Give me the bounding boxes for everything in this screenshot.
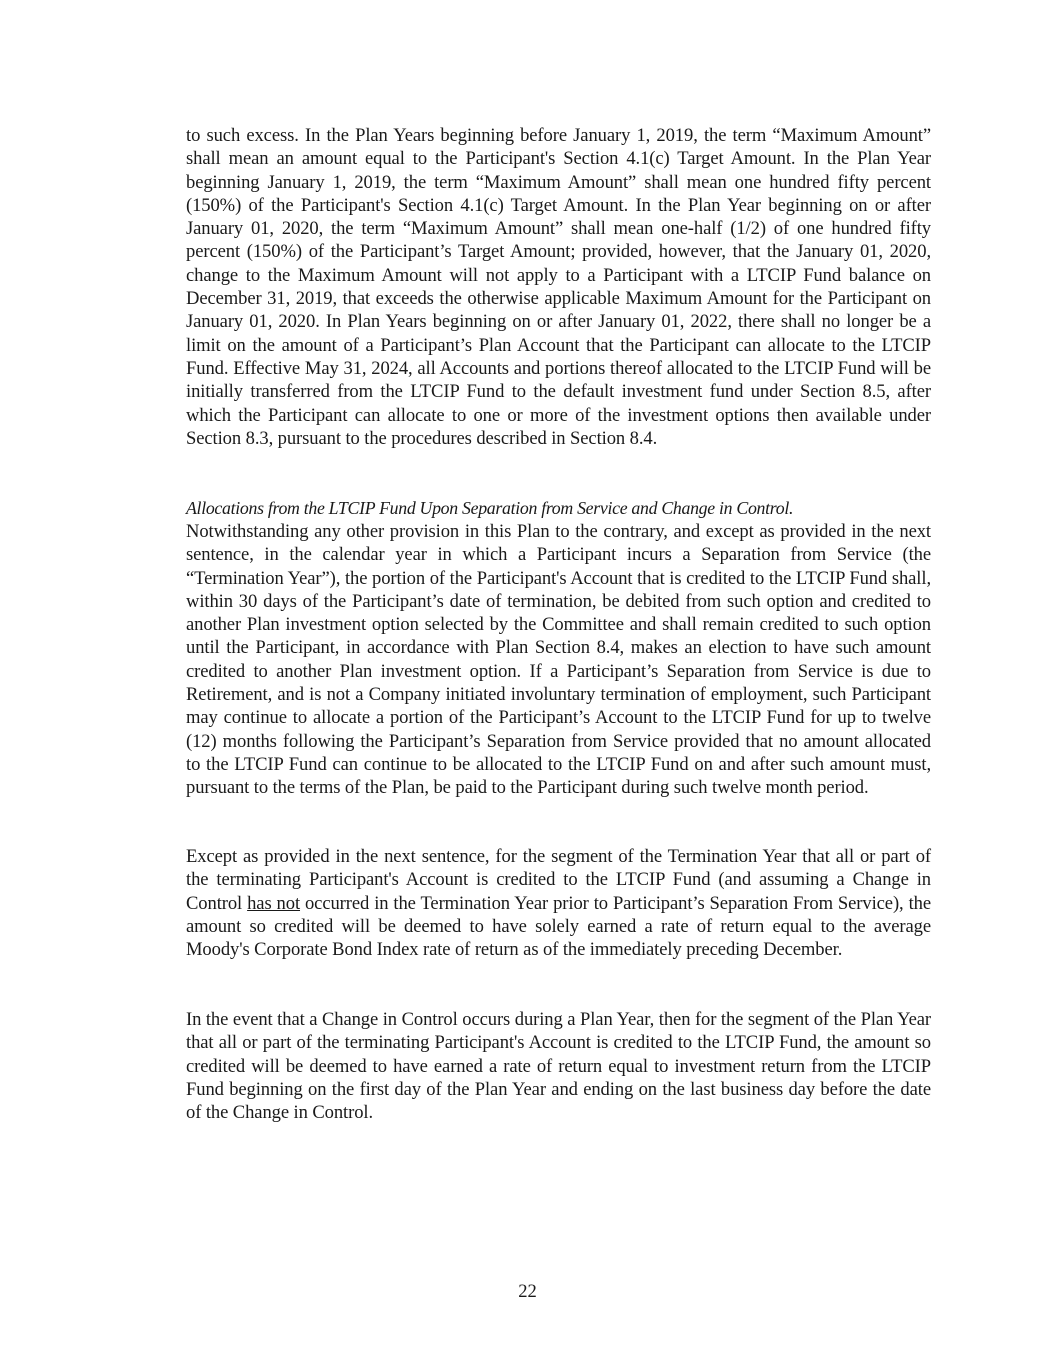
section-heading: Allocations from the LTCIP Fund Upon Separation from Service and Change in Control.	[186, 498, 794, 518]
paragraph-rate-of-return	[186, 845, 931, 961]
paragraph-change-in-control: In the event that a Change in Control occurs during a Plan Year, then for the segment of the Plan Year that all or part of the terminating Participant's Account is credited to the LTCIP Fund, the amount so credited will be deemed to have earned a rate of return equal to investment return from the LTCIP Fund beginning on the first day of the Plan Year and ending on the last business day before the date of the Change in Control.	[186, 1009, 931, 1124]
page-number: 22	[518, 1281, 537, 1302]
paragraph-3-text-before: Except as provided in the next sentence, for the segment of the Termination Year that all or part of the terminating Participant's Account is credited to the LTCIP Fund (and assuming a Change in Control	[186, 846, 931, 914]
paragraph-3-text-after: occurred in the Termination Year prior to Participant’s Separation From Service), the amount so credited will be deemed to have solely earned a rate of return equal to the average Moody's Corporate Bond Index rate of return as of the immediately preceding December.	[186, 892, 931, 961]
paragraph-termination-year: Notwithstanding any other provision in this Plan to the contrary, and except as provided in the next sentence, in the calendar year in which a Participant incurs a Separation from Service (the “Termination Year”), the portion of the Participant's Account that is credited to the LTCIP Fund shall, within 30 days of the Participant’s date of termination, be debited from such option and credited to another Plan investment option selected by the Committee and shall remain credited to such option until the Participant, in accordance with Plan Section 8.4, makes an election to have such amount credited to another Plan investment option. If a Participant’s Separation from Service is due to Retirement, and is not a Company initiated involuntary termination of employment, such Participant may continue to allocate a portion of the Participant’s Account to the LTCIP Fund for up to twelve (12) months following the Participant’s Separation from Service provided that no amount allocated to the LTCIP Fund can continue to be allocated to the LTCIP Fund on and after such amount must, pursuant to the terms of the Plan, be paid to the Participant during such twelve month period.	[186, 521, 931, 799]
paragraph-maximum-amount: to such excess. In the Plan Years beginning before January 1, 2019, the term “Maximum Amount” shall mean an amount equal to the Participant's Section 4.1(c) Target Amount. In the Plan Year beginning January 1, 2019, the term “Maximum Amount” shall mean one hundred fifty percent (150%) of the Participant's Section 4.1(c) Target Amount. In the Plan Year beginning on or after January 01, 2020, the term “Maximum Amount” shall mean one-half (1/2) of one hundred fifty percent (150%) of the Participant’s Target Amount; provided, however, that the January 01, 2020, change to the Maximum Amount will not apply to a Participant with a LTCIP Fund balance on December 31, 2019, that exceeds the otherwise applicable Maximum Amount for the Participant on January 01, 2020. In Plan Years beginning on or after January 01, 2022, there shall no longer be a limit on the amount of a Participant’s Plan Account that the Participant can allocate to the LTCIP Fund. Effective May 31, 2024, all Accounts and portions thereof allocated to the LTCIP Fund will be initially transferred from the LTCIP Fund to the default investment fund under Section 8.5, after which the Participant can allocate to one or more of the investment options then available under Section 8.3, pursuant to the procedures described in Section 8.4.	[186, 125, 931, 449]
underlined-has-not: has not	[247, 892, 301, 914]
